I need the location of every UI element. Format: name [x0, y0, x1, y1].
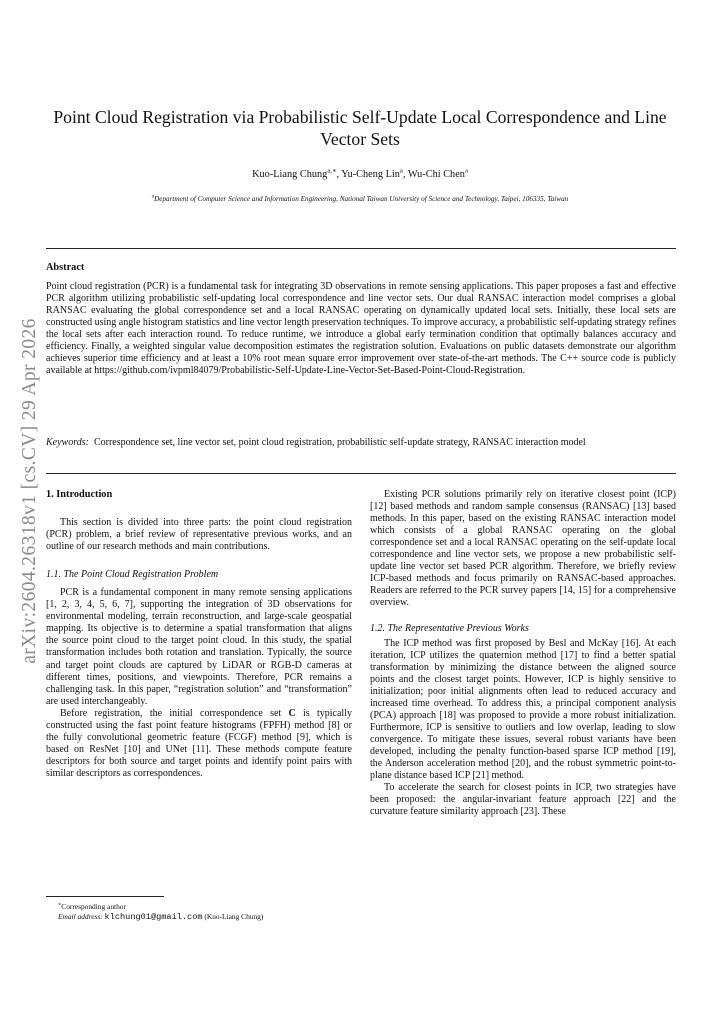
author-affiliation-mark: a	[399, 167, 403, 175]
keywords-label: Keywords:	[46, 437, 89, 448]
left-column	[46, 489, 352, 780]
abstract-heading: Abstract	[46, 262, 85, 273]
intro-paragraph: This section is divided into three parts: the point cloud registration (PCR) problem, a brief review of representative previous works, and an outline of our research methods and main contributions.	[46, 517, 352, 553]
paragraph-text: Before registration, the initial correspondence set	[60, 707, 289, 719]
email-label: Email address:	[58, 912, 103, 921]
subsection-heading-pcr-problem: 1.1. The Point Cloud Registration Problem	[46, 569, 219, 581]
keywords-text: Correspondence set, line vector set, point cloud registration, probabilistic self-update strategy, RANSAC interaction model	[93, 437, 586, 448]
paper-title: Point Cloud Registration via Probabilistic Self-Update Local Correspondence and Line Vector Sets	[53, 107, 667, 149]
arxiv-identifier[interactable]: arXiv:2604.26318v1 [cs.CV] 29 Apr 2026	[19, 318, 40, 664]
section-heading-introduction: 1. Introduction	[46, 489, 113, 500]
author-name: Wu-Chi Chen	[407, 169, 465, 180]
header-divider	[46, 248, 676, 249]
author-affiliation-mark: a,∗	[327, 167, 337, 175]
paragraph-existing-solutions: Existing PCR solutions primarily rely on iterative closest point (ICP) [12] based methods and random sample consensus (RANSAC) [13] based methods. In this paper, based on the existing RANSAC interaction model which consists of a global RANSAC operating on the global correspondence set and a local RANSAC operating on the self-update local correspondence and line vector sets, we propose a new probabilistic self-update line vector set based PCR algorithm. Therefore, we briefly review ICP-based methods and focus primarily on RANSAC-based approaches. Readers are referred to the PCR survey papers [14, 15] for a comprehensive overview.	[370, 489, 676, 609]
paragraph-before-registration	[46, 708, 352, 780]
paragraph-pcr: PCR is a fundamental component in many remote sensing applications [1, 2, 3, 4, 5, 6, 7], supporting the integration of 3D observations for environmental modeling, terrain reconstruction, and large-scale geospatial mapping. Its objective is to determine a spatial transformation that aligns the source point cloud to the target point cloud. In this study, the spatial transformation includes both rotation and translation. Typically, the source and target point clouds are captured by LiDAR or RGB-D cameras at different times, positions, and viewpoints. Therefore, PCR remains a challenging task. In this paper, “registration solution” and “transformation” are used interchangeably.	[46, 587, 352, 707]
affiliation	[44, 195, 676, 203]
paragraph-acceleration: To accelerate the search for closest points in ICP, two strategies have been proposed: the angular-invariant feature approach [22] and the curvature feature similarity approach [23]. These	[370, 782, 676, 818]
corresponding-author-label: Corresponding author	[61, 902, 126, 911]
author-list: Kuo-Liang Chung$^{a,∗}$, Yu-Cheng Lin$^a$, Wu-Chi Chen$^a$	[252, 167, 468, 180]
correspondence-set-symbol: C	[288, 707, 296, 719]
author-name: Yu-Cheng Lin	[341, 169, 400, 180]
abstract-body: Point cloud registration (PCR) is a fundamental task for integrating 3D observations in remote sensing applications. This paper proposes a fast and effective PCR algorithm utilizing probabilistic self-updating local correspondence and line vector sets. Our dual RANSAC interaction model comprises a global RANSAC evaluating the global correspondence set and a local RANSAC operating on dynamically updated local sets. Initially, these local sets are constructed using angle histogram statistics and line vector length preservation techniques. To improve accuracy, a probabilistic self-updating strategy refines the local sets after each interaction round. To reduce runtime, we introduce a global early termination condition that optimally balances accuracy and efficiency. Finally, a weighted singular value decomposition estimates the registration solution. Evaluations on public datasets demonstrate our algorithm achieves superior time efficiency and at least a 10% root mean square error improvement over state-of-the-art methods. The C++ source code is publicly available at https://github.com/ivpml84079/Probabilistic-Self-Update-Line-Vector-Set-Based-Point-Cloud-Registration.	[46, 281, 676, 377]
paragraph-icp: The ICP method was first proposed by Besl and McKay [16]. At each iteration, ICP utilizes the quaternion method [17] to find a better spatial transformation by minimizing the distance between the aligned source points and the closest target points. However, ICP is highly sensitive to initialization; poor initial alignments often lead to reduced accuracy and increased time overhead. To address this, a principal component analysis (PCA) approach [18] was proposed to provide a more robust initialization. Furthermore, ICP is sensitive to outliers and low overlap, leading to slow convergence. To mitigate these issues, several robust variants have been developed, including the penalty function-based sparse ICP method [19], the Anderson acceleration method [20], and the robust symmetric point-to-plane distance based ICP [21] method.	[370, 637, 676, 782]
paragraph-text: is typically constructed using the fast point feature histograms (FPFH) method [8] or the fully convolutional geometric feature (FCGF) method [9], which is based on ResNet [10] and UNet [11]. These methods compute feature descriptors for both source and target points and identify point pairs with similar descriptors as correspondences.	[46, 707, 352, 779]
keywords	[46, 437, 676, 449]
footnote	[58, 902, 358, 922]
author-name: Kuo-Liang Chung	[252, 169, 328, 180]
affiliation-mark: a	[151, 194, 155, 200]
email-owner: (Kuo-Liang Chung)	[204, 912, 264, 921]
affiliation-text: Department of Computer Science and Information Engineering, National Taiwan University of Science and Technology, Taipei, 106335, Taiwan	[154, 195, 569, 203]
email-line	[58, 912, 358, 922]
footnote-mark: ∗	[58, 902, 62, 908]
subsection-heading-previous-works: 1.2. The Representative Previous Works	[370, 623, 529, 635]
email-address[interactable]: klchung01@gmail.com	[104, 912, 203, 922]
footnote-divider	[46, 896, 164, 897]
abstract-divider	[46, 473, 676, 474]
right-column	[370, 489, 676, 818]
author-affiliation-mark: a	[464, 167, 468, 175]
corresponding-author-note	[58, 902, 358, 912]
